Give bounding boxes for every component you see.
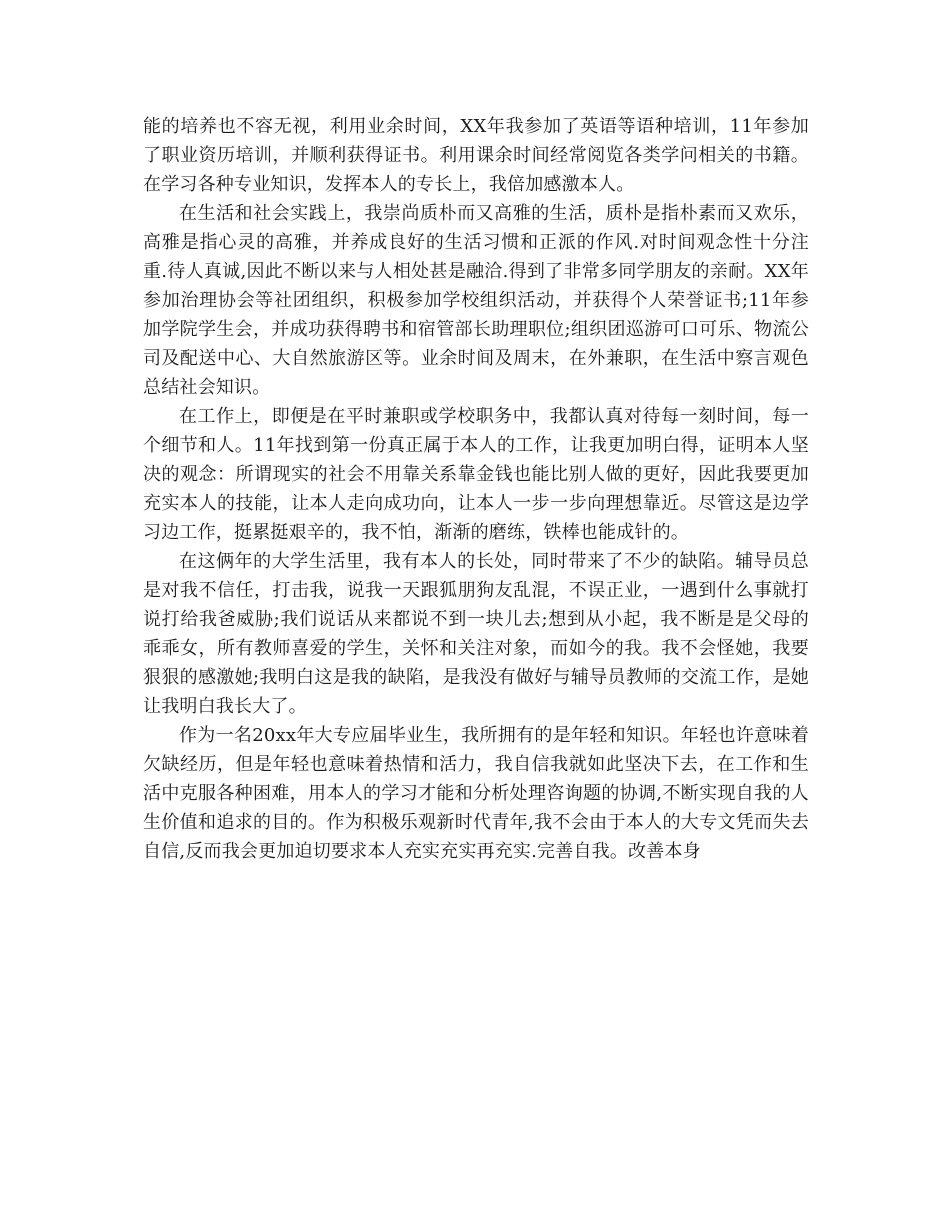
document-body [143,112,809,866]
paragraph-3: 在工作上，即便是在平时兼职或学校职务中，我都认真对待每一刻时间，每一个细节和人。11年找到第一份真正属于本人的工作，让我更加明白得，证明本人坚决的观念：所谓现实的社会不用靠关系靠金钱也能比别人做的更好，因此我要更加充实本人的技能，让本人走向成功向，让本人一步一步向理想靠近。尽管这是边学习边工作，挺累挺艰辛的，我不怕，渐渐的磨练，铁棒也能成针的。 [143,406,809,543]
paragraph-4: 在这俩年的大学生活里，我有本人的长处，同时带来了不少的缺陷。辅导员总是对我不信任，打击我，说我一天跟狐朋狗友乱混，不误正业，一遇到什么事就打说打给我爸威胁;我们说话从来都说不到一块儿去;想到从小起，我不断是是父母的乖乖女，所有教师喜爱的学生，关怀和关注对象，而如今的我。我不会怪她，我要狠狠的感激她;我明白这是我的缺陷，是我没有做好与辅导员教师的交流工作，是她让我明白我长大了。 [143,551,809,717]
paragraph-1: 能的培养也不容无视，利用业余时间，XX年我参加了英语等语种培训，11年参加了职业资历培训，并顺利获得证书。利用课余时间经常阅览各类学问相关的书籍。在学习各种专业知识，发挥本人的专长上，我倍加感激本人。 [143,116,809,195]
paragraph-5: 作为一名20xx年大专应届毕业生，我所拥有的是年轻和知识。年轻也许意味着欠缺经历，但是年轻也意味着热情和活力，我自信我就如此坚决下去，在工作和生活中克服各种困难，用本人的学习才能和分析处理咨询题的协调,不断实现自我的人生价值和追求的目的。作为积极乐观新时代青年,我不会由于本人的大专文凭而失去自信,反而我会更加迫切要求本人充实充实再充实.完善自我。改善本身 [143,725,809,862]
paragraph-2: 在生活和社会实践上，我崇尚质朴而又高雅的生活，质朴是指朴素而又欢乐，高雅是指心灵的高雅，并养成良好的生活习惯和正派的作风.对时间观念性十分注重.待人真诚,因此不断以来与人相处甚是融洽.得到了非常多同学朋友的亲耐。XX年参加治理协会等社团组织，积极参加学校组织活动，并获得个人荣誉证书;11年参加学院学生会，并成功获得聘书和宿管部长助理职位;组织团巡游可口可乐、物流公司及配送中心、大自然旅游区等。业余时间及周末，在外兼职，在生活中察言观色总结社会知识。 [143,203,809,398]
